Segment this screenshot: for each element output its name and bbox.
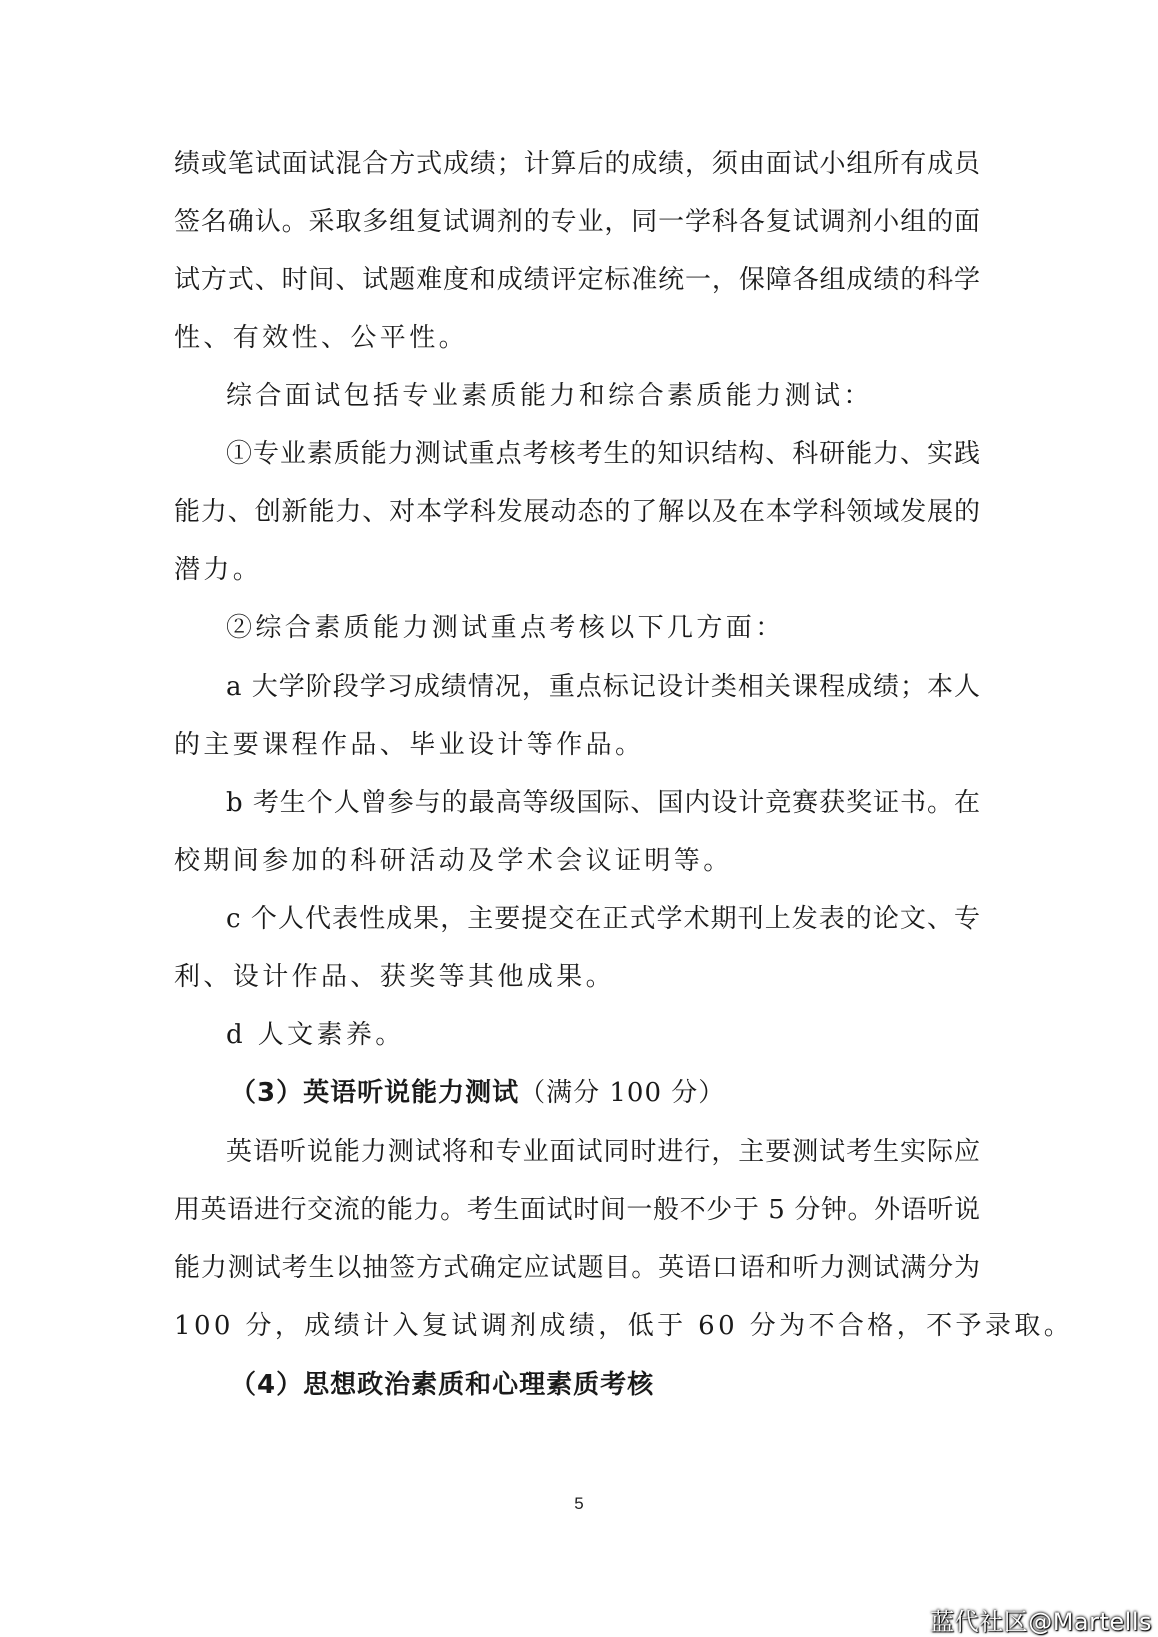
paragraph-7-line-2: 利、设计作品、获奖等其他成果。 [174, 962, 616, 992]
paragraph-3-line-3: 潜力。 [174, 555, 263, 585]
paragraph-4-line-1: ②综合素质能力测试重点考核以下几方面： [226, 613, 785, 643]
section-heading-3-score: （满分 100 分） [519, 1078, 726, 1108]
paragraph-6-line-2: 校期间参加的科研活动及学术会议证明等。 [174, 846, 733, 876]
paragraph-9-line-2: 用英语进行交流的能力。考生面试时间一般不少于 5 分钟。外语听说 [174, 1195, 981, 1225]
paragraph-1-line-1: 绩或笔试面试混合方式成绩；计算后的成绩，须由面试小组所有成员 [174, 149, 981, 179]
paragraph-9-line-4: 100 分，成绩计入复试调剂成绩，低于 60 分为不合格，不予录取。 [174, 1311, 1074, 1341]
watermark: 蓝代社区@Martells [930, 1608, 1152, 1636]
paragraph-8-line-1: d 人文素养。 [226, 1020, 405, 1050]
paragraph-6-line-1: b 考生个人曾参与的最高等级国际、国内设计竞赛获奖证书。在 [226, 788, 981, 818]
paragraph-5-line-1: a 大学阶段学习成绩情况，重点标记设计类相关课程成绩；本人 [226, 672, 981, 702]
section-heading-3-title: （3）英语听说能力测试 [230, 1078, 520, 1108]
paragraph-1-line-4: 性、有效性、公平性。 [174, 323, 469, 353]
paragraph-5-line-2: 的主要课程作品、毕业设计等作品。 [174, 730, 645, 760]
paragraph-3-line-1: ①专业素质能力测试重点考核考生的知识结构、科研能力、实践 [226, 439, 981, 469]
section-heading-4-title: （4）思想政治素质和心理素质考核 [230, 1370, 655, 1400]
paragraph-3-line-2: 能力、创新能力、对本学科发展动态的了解以及在本学科领域发展的 [174, 497, 981, 527]
paragraph-1-line-2: 签名确认。采取多组复试调剂的专业，同一学科各复试调剂小组的面 [174, 207, 981, 237]
section-heading-3 [230, 1078, 725, 1108]
page-number: 5 [574, 1494, 584, 1513]
paragraph-9-line-3: 能力测试考生以抽签方式确定应试题目。英语口语和听力测试满分为 [174, 1253, 981, 1283]
paragraph-2-line-1: 综合面试包括专业素质能力和综合素质能力测试： [226, 381, 873, 411]
section-heading-4 [230, 1370, 654, 1400]
paragraph-7-line-1: c 个人代表性成果，主要提交在正式学术期刊上发表的论文、专 [226, 904, 982, 934]
paragraph-1-line-3: 试方式、时间、试题难度和成绩评定标准统一，保障各组成绩的科学 [174, 265, 981, 295]
paragraph-9-line-1: 英语听说能力测试将和专业面试同时进行，主要测试考生实际应 [226, 1137, 981, 1167]
